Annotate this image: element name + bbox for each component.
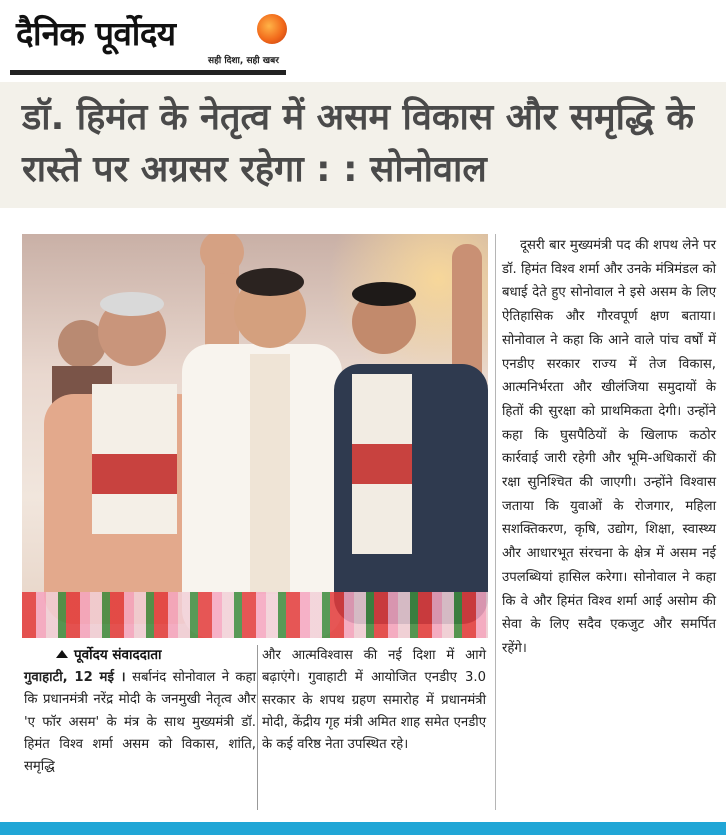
left-man-hair [100, 292, 164, 316]
column-separator [495, 234, 496, 810]
article-dateline: गुवाहाटी, 12 मई । [24, 670, 126, 685]
article-byline [24, 645, 254, 663]
article-column-b: और आत्मविश्वास की नई दिशा में आगे बढ़ाएंगे। गुवाहाटी में आयोजित एनडीए 3.0 सरकार के शपथ ग्रहण समारोह में प्रधानमंत्री मोदी, केंद्रीय गृह मंत्री अमित शाह समेत एनडीए के कई वरिष्ठ नेता उपस्थित रहे। [262, 648, 486, 753]
masthead [10, 6, 300, 76]
article-headline: डॉ. हिमंत के नेतृत्व में असम विकास और समृद्धि के रास्ते पर अग्रसर रहेगा : : सोनोवाल [22, 97, 694, 190]
column-a-text: सर्बानंद सोनोवाल ने कहा कि प्रधानमंत्री नरेंद्र मोदी के जनमुखी नेतृत्व और 'ए फॉर असम' के मंत्र के साथ मुख्यमंत्री डॉ. हिमंत विश्व शर्मा असम को विकास, शांति, समृद्धि [24, 670, 256, 775]
sun-logo-icon [257, 14, 287, 44]
newspaper-tagline: सही दिशा, सही खबर [208, 56, 279, 66]
right-man-scarf-pattern [352, 444, 412, 484]
triangle-bullet-icon [56, 650, 68, 658]
masthead-rule [10, 70, 286, 75]
article-column-a [24, 667, 256, 778]
article-photo [22, 234, 488, 638]
newspaper-name: दैनिक पूर्वोदय [16, 14, 176, 53]
bottom-color-bar [0, 822, 726, 835]
left-man-scarf-pattern [92, 454, 177, 494]
center-man-scarf [250, 354, 290, 594]
byline-text: पूर्वोदय संवाददाता [74, 647, 162, 663]
photo-illustration [22, 234, 488, 638]
article-side-column: दूसरी बार मुख्यमंत्री पद की शपथ लेने पर डॉ. हिमंत विश्व शर्मा और उनके मंत्रिमंडल को बधाई देते हुए सोनोवाल ने इसे असम के लिए ऐतिहासिक और गौरवपूर्ण क्षण बताया। सोनोवाल ने कहा कि आने वाले पांच वर्षों में एनडीए सरकार राज्य में तेज विकास, आत्मनिर्भरता और खीलंजिया समुदायों के हितों की सुरक्षा को प्राथमिकता देगी। उन्होंने कहा कि घुसपैठियों के खिलाफ कठोर कार्रवाई जारी रहेगी और भूमि-अधिकारों की रक्षा सुनिश्चित की जाएगी। उन्होंने विश्वास जताया कि युवाओं के रोजगार, महिला सशक्तिकरण, कृषि, उद्योग, शिक्षा, स्वास्थ्य और आधारभूत संरचना के क्षेत्र में असम नई उपलब्धियां हासिल करेगा। सोनोवाल ने कहा कि वे और हिमंत विश्व शर्मा आई असोम की सेवा के लिए सदैव एकजुट और समर्पित रहेंगे। [502, 238, 716, 656]
right-man-hair [352, 282, 416, 306]
center-man-hair [236, 268, 304, 296]
column-separator [257, 645, 258, 810]
flower-decoration [22, 592, 488, 638]
